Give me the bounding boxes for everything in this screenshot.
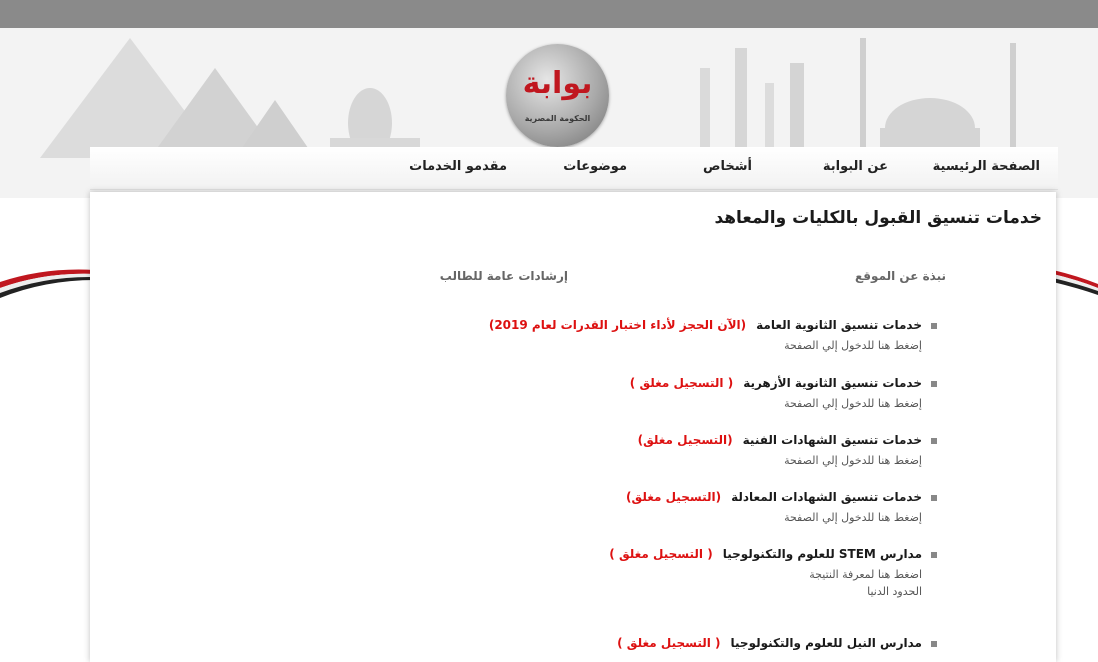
service-status: (التسجيل مغلق)	[626, 490, 722, 504]
service-title-text: خدمات تنسيق الثانوية الأزهرية	[743, 376, 922, 390]
service-title-text: مدارس النيل للعلوم والتكنولوجيا	[730, 636, 922, 650]
service-title-text: مدارس STEM للعلوم والتكنولوجيا	[722, 547, 922, 561]
main-nav	[90, 147, 1058, 190]
logo-word: بوابة	[522, 66, 593, 101]
service-status: (الآن الحجز لأداء اختبار القدرات لعام 2019)	[488, 318, 747, 332]
service-enter-link[interactable]: إضغط هنا للدخول إلي الصفحة	[784, 339, 922, 352]
bullet-icon	[931, 381, 937, 387]
service-item	[377, 376, 937, 410]
service-title-text: خدمات تنسيق الشهادات المعادلة	[731, 490, 922, 504]
service-enter-link[interactable]: إضغط هنا للدخول إلي الصفحة	[784, 511, 922, 524]
flag-ribbon-right	[1053, 262, 1098, 312]
bullet-icon	[931, 552, 937, 558]
service-title[interactable]	[377, 318, 937, 332]
nav-service-providers[interactable]: مقدمو الخدمات	[409, 159, 507, 174]
service-item	[377, 490, 937, 524]
service-title[interactable]	[377, 433, 937, 447]
nav-people[interactable]: أشخاص	[703, 159, 752, 174]
service-status: ( التسجيل مغلق )	[629, 376, 734, 390]
bullet-icon	[931, 495, 937, 501]
tab-student-guidance[interactable]: إرشادات عامة للطالب	[439, 269, 568, 283]
service-title[interactable]	[377, 490, 937, 504]
service-item	[377, 433, 937, 467]
bullet-icon	[931, 323, 937, 329]
browser-top-bar	[0, 0, 1098, 28]
nav-about-portal[interactable]: عن البوابة	[822, 159, 888, 174]
service-title-text: خدمات تنسيق الثانوية العامة	[756, 318, 922, 332]
content-panel	[90, 192, 1056, 662]
service-status: ( التسجيل مغلق )	[617, 636, 721, 650]
flag-ribbon-left	[0, 262, 95, 312]
service-title-text: خدمات تنسيق الشهادات الفنية	[742, 433, 922, 447]
nav-home[interactable]: الصفحة الرئيسية	[932, 159, 1040, 174]
logo-subtitle: الحكومة المصرية	[524, 114, 591, 123]
service-enter-link[interactable]: إضغط هنا للدخول إلي الصفحة	[784, 397, 922, 410]
service-title[interactable]	[377, 376, 937, 390]
service-enter-link[interactable]: إضغط هنا للدخول إلي الصفحة	[784, 454, 922, 467]
page-title: خدمات تنسيق القبول بالكليات والمعاهد	[714, 208, 1042, 228]
service-item	[377, 318, 937, 352]
service-item	[377, 547, 937, 598]
bullet-icon	[931, 438, 937, 444]
bullet-icon	[931, 641, 937, 647]
nav-topics[interactable]: موضوعات	[563, 159, 627, 174]
service-title[interactable]	[377, 547, 937, 561]
service-minimum-link[interactable]: الحدود الدنيا	[867, 585, 922, 598]
tab-site-about[interactable]: نبذة عن الموقع	[854, 269, 946, 283]
service-status: ( التسجيل مغلق )	[609, 547, 713, 561]
service-status: (التسجيل مغلق)	[637, 433, 733, 447]
gov-portal-logo[interactable]	[506, 44, 609, 147]
service-result-link[interactable]: اضغط هنا لمعرفة النتيجة	[809, 568, 922, 581]
